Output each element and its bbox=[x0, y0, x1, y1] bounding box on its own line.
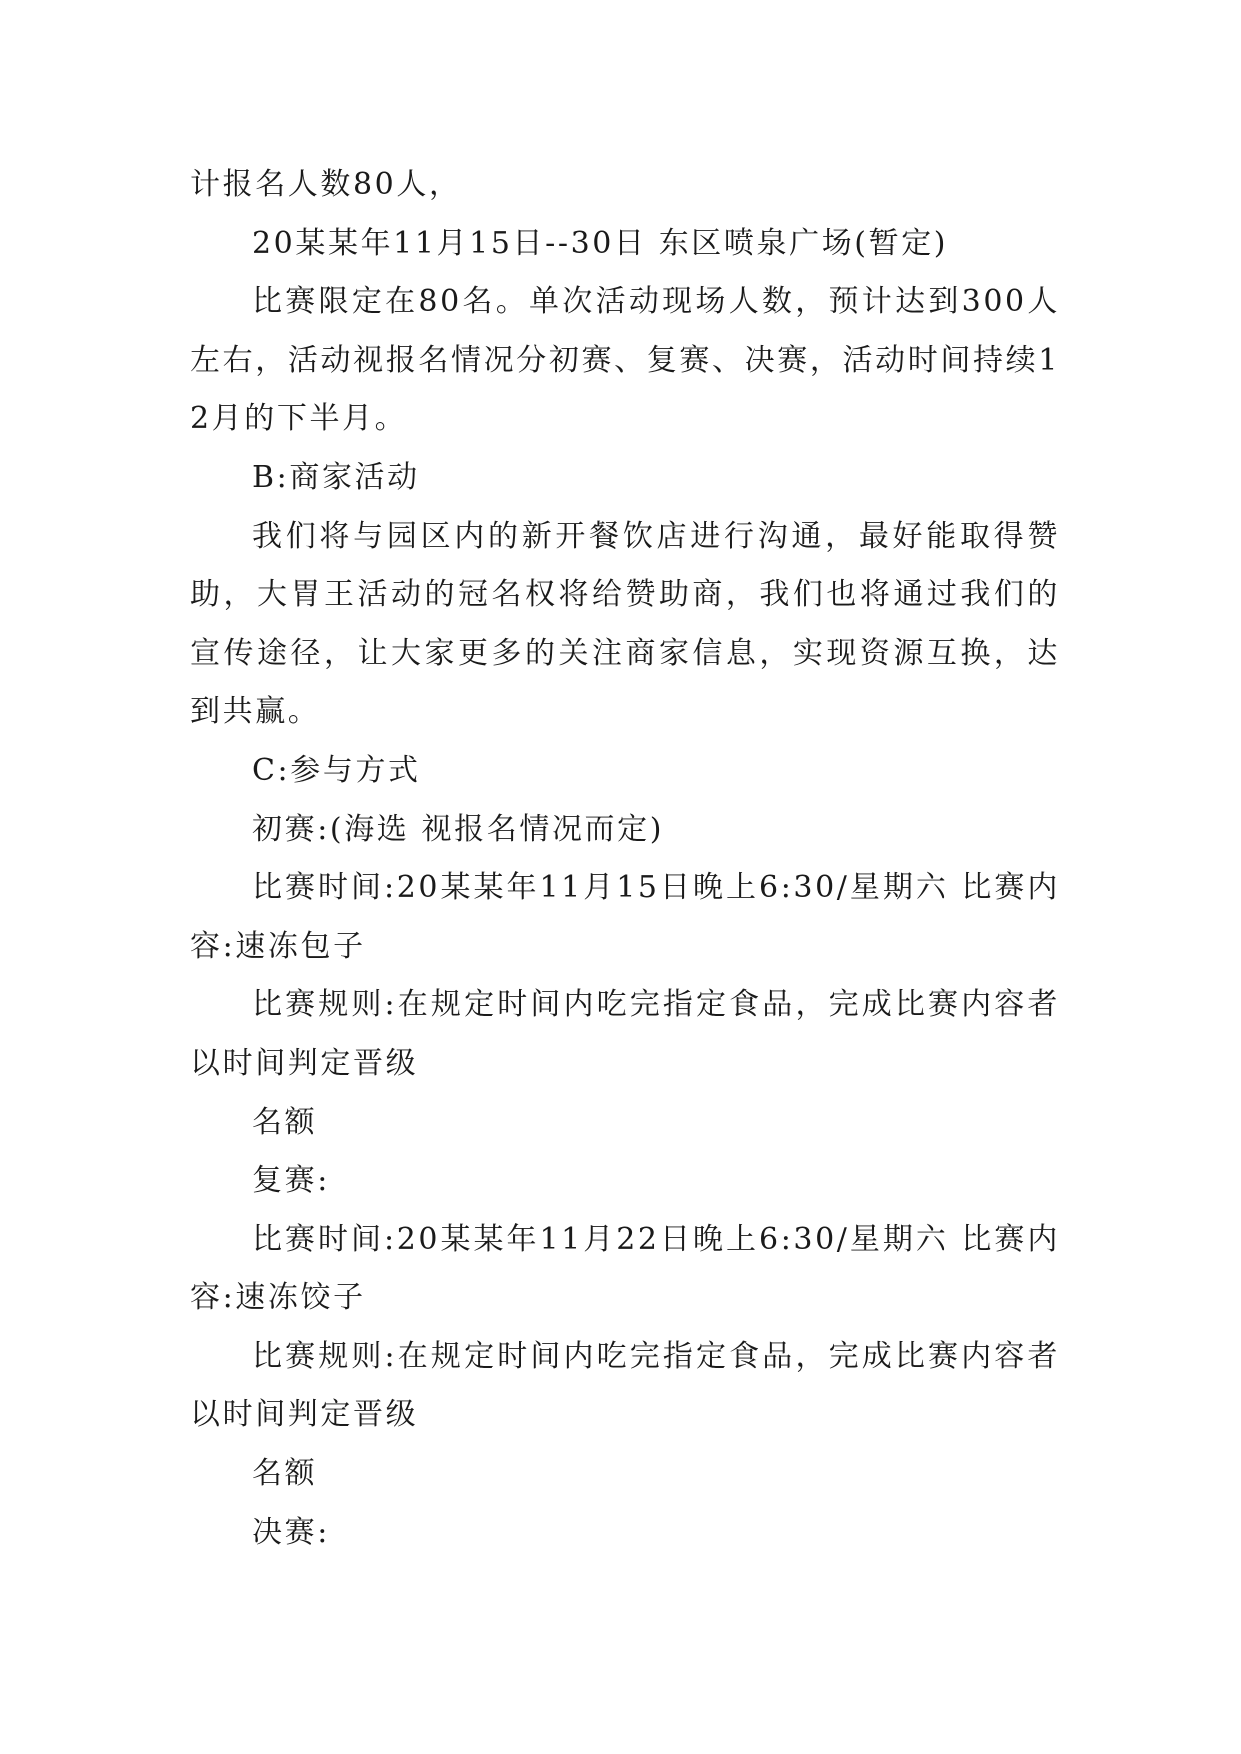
section-heading-merchant-activity: B:商家活动 bbox=[252, 459, 420, 495]
paragraph-second-round: 复赛: bbox=[252, 1163, 330, 1199]
paragraph-preliminary-round: 初赛:(海选 视报名情况而定) bbox=[252, 811, 665, 847]
paragraph-preliminary-rules: 比赛规则:在规定时间内吃完指定食品，完成比赛内容者以时间判定晋级 bbox=[190, 987, 1060, 1081]
paragraph-preliminary-quota: 名额 bbox=[252, 1104, 318, 1140]
paragraph-preliminary-time: 比赛时间:20某某年11月15日晚上6:30/星期六 比赛内容:速冻包子 bbox=[190, 870, 1060, 964]
paragraph-final-round: 决赛: bbox=[252, 1514, 330, 1550]
paragraph-participant-limit: 比赛限定在80名。单次活动现场人数，预计达到300人左右，活动视报名情况分初赛、复赛、决赛，活动时间持续12月的下半月。 bbox=[190, 284, 1060, 437]
paragraph-date-location: 20某某年11月15日--30日 东区喷泉广场(暂定) bbox=[252, 225, 949, 261]
paragraph-second-round-quota: 名额 bbox=[252, 1456, 318, 1492]
document-body bbox=[190, 156, 1060, 1562]
paragraph-second-round-rules: 比赛规则:在规定时间内吃完指定食品，完成比赛内容者以时间判定晋级 bbox=[190, 1338, 1060, 1433]
paragraph-registration-count: 计报名人数80人， bbox=[190, 167, 462, 202]
paragraph-second-round-time: 比赛时间:20某某年11月22日晚上6:30/星期六 比赛内容:速冻饺子 bbox=[190, 1221, 1060, 1316]
paragraph-merchant-sponsorship: 我们将与园区内的新开餐饮店进行沟通，最好能取得赞助，大胃王活动的冠名权将给赞助商，我们也将通过我们的宣传途径，让大家更多的关注商家信息，实现资源互换，达到共赢。 bbox=[190, 518, 1060, 730]
section-heading-participation: C:参与方式 bbox=[252, 752, 421, 788]
